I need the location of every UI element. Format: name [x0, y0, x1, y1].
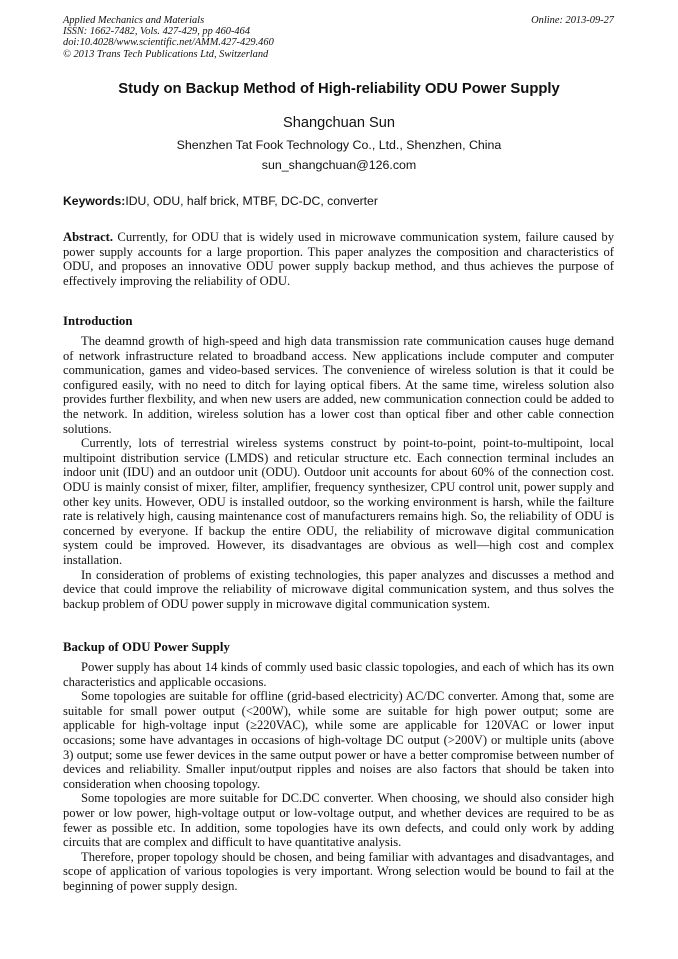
backup-heading: Backup of ODU Power Supply [63, 640, 230, 654]
author-name: Shangchuan Sun [283, 115, 395, 131]
backup-paragraph-3: Some topologies are more suitable for DC.DC converter. When choosing, we should also consider high power or low power, high-voltage output or low-voltage output, and whether devices are required to be as fewer as possible etc. In addition, some topologies have its own defects, and could only work by adding circuits that are complex and difficult to have quantitative analysis. [63, 791, 614, 850]
abstract-label: Abstract. [63, 230, 114, 244]
copyright-line: © 2013 Trans Tech Publications Ltd, Switzerland [63, 48, 269, 60]
intro-paragraph-1: The deamnd growth of high-speed and high data transmission rate communication causes huge demand of network infrastructure related to broadband access. New applications include computer and computer communication, games and video-based services. The convenience of wireless solution is that it could be configured easily, with no need to ditch for laying optical fibers. At the same time, wireless solution also provides further flexbility, and when new users are added, new communication connection could be added to the network. In addition, wireless solution has a lower cost than optical fiber and other cable connection solutions. [63, 334, 614, 436]
backup-paragraph-2: Some topologies are suitable for offline (grid-based electricity) AC/DC converter. Among that, some are suitable for small power output (<200W), while some are suitable for high power output; some are applicable for high-voltage input (≥220VAC), while some are applicable for 120VAC or lower input occasions; some have advantages in occasions of high-voltage DC output (>200V) or multiple units (above 3) output; some use fewer devices in the same output power or have a better compromise between number of devices and reliability. Smaller input/output ripples and noises are also factors that should be taken into consideration when choosing topology. [63, 689, 614, 791]
backup-paragraph-4: Therefore, proper topology should be chosen, and being familiar with advantages and disadvantages, and scope of application of various topologies is very important. Wrong selection would be bound to fail at the beginning of power supply design. [63, 849, 614, 893]
intro-paragraph-2: Currently, lots of terrestrial wireless systems construct by point-to-point, point-to-multipoint, local multipoint distribution service (LMDS) and reticular structure etc. Each connection terminal includes an indoor unit (IDU) and an outdoor unit (ODU). Outdoor unit accounts for about 60% of the connection cost. ODU is mainly consist of mixer, filter, amplifier, frequency synthesizer, CPU control unit, power supply and other key units. However, ODU is installed outdoor, so the working environment is harsh, while the failture rate is relatively high, causing maintenance cost of manufacturers remains high. So, the reliability of ODU is concerned by everyone. If backup the entire ODU, the reliability of microwave digital communication system could be improved. However, its disadvantages are obvious as well—high cost and complex installation. [63, 436, 614, 567]
doi-line: doi:10.4028/www.scientific.net/AMM.427-429.460 [63, 37, 274, 49]
author-email: sun_shangchuan@126.com [261, 158, 417, 172]
abstract-paragraph [63, 230, 614, 288]
keywords-label: Keywords: [63, 194, 126, 208]
issn-line: ISSN: 1662-7482, Vols. 427-429, pp 460-464 [63, 26, 251, 38]
introduction-heading: Introduction [63, 314, 133, 328]
online-date: Online: 2013-09-27 [531, 15, 614, 26]
abstract-text: Currently, for ODU that is widely used in microwave communication system, failure caused by power supply accounts for a large proportion. This paper analyzes the composition and characteristics of ODU, and proposes an innovative ODU power supply backup method, and thus achieves the purpose of effectively improving the reliability of ODU. [63, 230, 614, 288]
keywords-line [63, 194, 378, 209]
journal-header [63, 15, 274, 60]
introduction-body [63, 334, 614, 611]
keywords-text: IDU, ODU, half brick, MTBF, DC-DC, converter [125, 194, 378, 208]
intro-paragraph-3: In consideration of problems of existing technologies, this paper analyzes and discusses a method and device that could improve the reliability of microwave digital communication system, and thus solves the backup problem of ODU power supply in microwave digital communication system. [63, 567, 614, 611]
paper-title: Study on Backup Method of High-reliability ODU Power Supply [118, 81, 560, 97]
journal-name: Applied Mechanics and Materials [63, 15, 205, 26]
backup-body [63, 660, 614, 894]
author-affiliation: Shenzhen Tat Fook Technology Co., Ltd., Shenzhen, China [176, 138, 502, 152]
backup-paragraph-1: Power supply has about 14 kinds of commly used basic classic topologies, and each of which has its own characteristics and applicable occasions. [63, 660, 614, 689]
abstract [63, 230, 614, 288]
